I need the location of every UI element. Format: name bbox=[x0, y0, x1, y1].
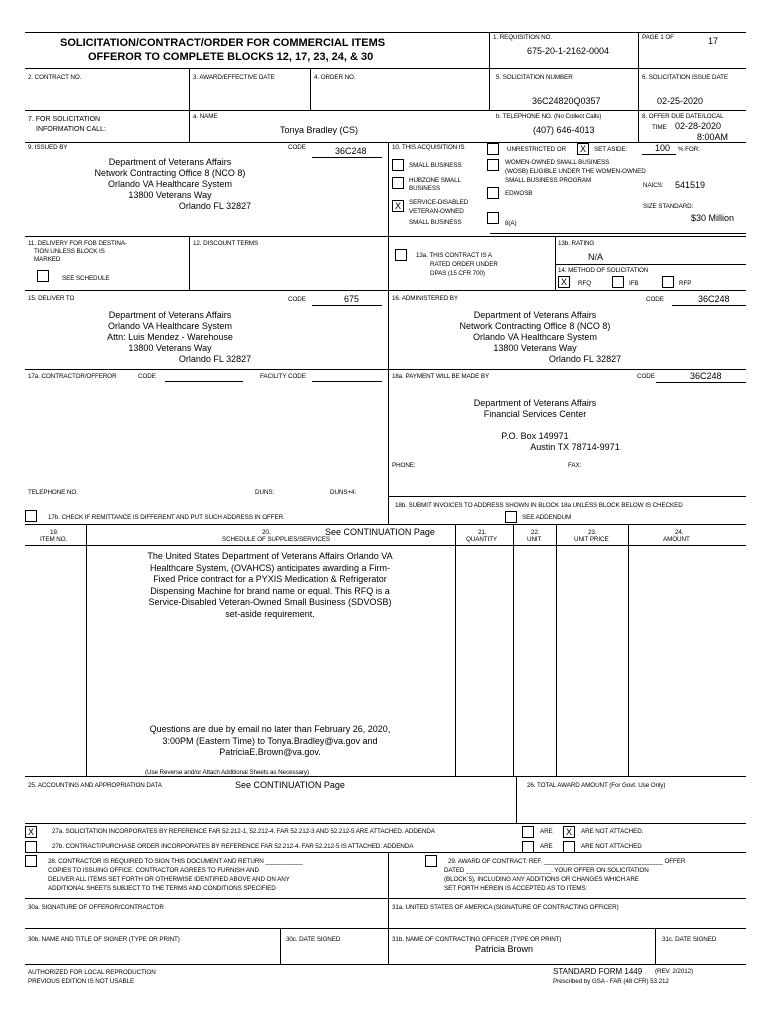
set-aside-label: SET ASIDE: bbox=[594, 146, 628, 153]
29-line-3: (BLOCK 5), INCLUDING ANY ADDITIONS OR CHANGES WHICH ARE bbox=[444, 876, 639, 883]
method-label: 14. METHOD OF SOLICITATION bbox=[558, 267, 649, 274]
description-line: Healthcare System, (OVAHCS) anticipates awarding a Firm- bbox=[150, 562, 390, 573]
contracting-officer-signature-label: 31a. UNITED STATES OF AMERICA (SIGNATURE OF CONTRACTING OFFICER) bbox=[392, 904, 619, 911]
naics-code: 541519 bbox=[675, 180, 706, 190]
27b-are-not-checkbox[interactable] bbox=[563, 841, 575, 853]
rated-order-label-3: DPAS (15 CFR 700) bbox=[430, 270, 485, 277]
payment-address bbox=[420, 398, 650, 453]
solicitation-number-label: 5. SOLICITATION NUMBER bbox=[496, 74, 573, 81]
see-schedule-label: SEE SCHEDULE bbox=[62, 275, 110, 282]
code-underline bbox=[165, 381, 243, 382]
address-line: Orlando FL 32827 bbox=[548, 354, 622, 364]
address-line: Orlando VA Healthcare System bbox=[108, 321, 232, 331]
offeror-signature-label: 30a. SIGNATURE OF OFFEROR/CONTRACTOR bbox=[28, 904, 164, 911]
percent-for-label: % FOR: bbox=[678, 146, 700, 153]
rfq-label: RFQ bbox=[578, 280, 591, 287]
rule-v bbox=[513, 524, 514, 776]
offeror-date-label: 30c. DATE SIGNED bbox=[286, 936, 341, 943]
ifb-label: IFB bbox=[629, 280, 639, 287]
address-line: Attn: Luis Mendez - Warehouse bbox=[107, 332, 233, 342]
27b-checkbox[interactable] bbox=[25, 841, 37, 853]
wosb-label-2: (WOSB) ELIGIBLE UNDER THE WOMEN-OWNED bbox=[505, 168, 646, 175]
offer-due-time: 8:00AM bbox=[697, 132, 729, 142]
discount-terms-label: 12. DISCOUNT TERMS bbox=[193, 240, 259, 247]
col-schedule: SCHEDULE OF SUPPLIES/SERVICES bbox=[222, 536, 330, 543]
rule-v bbox=[189, 236, 190, 290]
footer-revision: (REV. 2/2012) bbox=[655, 968, 694, 975]
payment-fax-label: FAX: bbox=[568, 462, 582, 469]
address-line: Network Contracting Office 8 (NCO 8) bbox=[459, 321, 611, 331]
officer-date-label: 31c. DATE SIGNED bbox=[662, 936, 717, 943]
col-amount-num: 24. bbox=[675, 529, 684, 536]
percent-underline bbox=[642, 154, 676, 155]
rating-value: N/A bbox=[588, 252, 604, 262]
rule-v bbox=[388, 142, 389, 524]
28-line-4: ADDITIONAL SHEETS SUBJECT TO THE TERMS AND CONDITIONS SPECIFIED bbox=[48, 885, 276, 892]
hubzone-checkbox[interactable] bbox=[392, 177, 404, 189]
unrestricted-label: UNRESTRICTED OR bbox=[507, 146, 567, 153]
rfp-checkbox[interactable] bbox=[662, 276, 674, 288]
issue-date: 02-25-2020 bbox=[657, 96, 704, 106]
rule-v bbox=[455, 524, 456, 776]
address-line: Department of Veterans Affairs bbox=[473, 398, 597, 408]
28-line-3: DELIVER ALL ITEMS SET FORTH OR OTHERWISE IDENTIFIED ABOVE AND ON ANY bbox=[48, 876, 290, 883]
29-line-2: DATED _________________________. YOUR OFFER ON SOLICITATION bbox=[444, 867, 649, 874]
telephone-no-label: TELEPHONE NO. bbox=[28, 489, 78, 496]
address-line: Orlando VA Healthcare System bbox=[473, 332, 597, 342]
delivery-fob-label-2: TION UNLESS BLOCK IS bbox=[34, 248, 105, 255]
description-line: Fixed Price contract for a PYXIS Medication & Refrigerator bbox=[153, 574, 387, 584]
rule bbox=[25, 898, 746, 899]
form-subtitle: OFFEROR TO COMPLETE BLOCKS 12, 17, 23, 24, & 30 bbox=[88, 51, 374, 63]
hubzone-label: HUBZONE SMALL bbox=[409, 177, 461, 184]
accounting-value: See CONTINUATION Page bbox=[235, 780, 345, 790]
requisition-label: 1. REQUISITION NO. bbox=[493, 34, 553, 41]
col-quantity: QUANTITY bbox=[466, 536, 498, 543]
address-line: 13800 Veterans Way bbox=[493, 343, 577, 353]
sdvosb-checkbox[interactable]: X bbox=[392, 200, 404, 212]
delivery-fob-label-3: MARKED bbox=[34, 256, 61, 263]
payment-label: 18a. PAYMENT WILL BE MADE BY bbox=[392, 373, 490, 380]
address-line: 13800 Veterans Way bbox=[128, 190, 212, 200]
telephone-number: (407) 646-4013 bbox=[533, 125, 595, 135]
sdvosb-label-2: VETERAN-OWNED bbox=[409, 208, 464, 215]
28-line-1: 28. CONTRACTOR IS REQUIRED TO SIGN THIS DOCUMENT AND RETURN ___________ bbox=[48, 858, 303, 865]
rule-v bbox=[388, 852, 389, 964]
set-aside-percent: 100 bbox=[655, 143, 671, 153]
rfp-label: RFP bbox=[679, 280, 692, 287]
page-label: PAGE 1 OF bbox=[642, 34, 674, 41]
deliver-to-label: 15. DELIVER TO bbox=[28, 295, 75, 302]
address-line: Department of Veterans Affairs bbox=[473, 310, 597, 320]
issued-by-address bbox=[60, 157, 280, 212]
rule bbox=[25, 369, 746, 370]
rule bbox=[388, 496, 746, 497]
rfq-checkbox[interactable]: X bbox=[558, 276, 570, 288]
address-line: Orlando VA Healthcare System bbox=[108, 179, 232, 189]
issued-by-label: 9. ISSUED BY bbox=[28, 144, 68, 151]
delivery-fob-label: 11. DELIVERY FOR FOB DESTINA- bbox=[28, 240, 127, 247]
remittance-checkbox[interactable] bbox=[25, 510, 37, 522]
27b-are-label: ARE bbox=[540, 843, 553, 850]
order-no-label: 4. ORDER NO. bbox=[314, 74, 356, 81]
payment-phone-label: PHONE: bbox=[392, 462, 416, 469]
requisition-number: 675-20-1-2162-0004 bbox=[527, 46, 610, 56]
rule bbox=[25, 823, 746, 824]
wosb-label: WOMEN-OWNED SMALL BUSINESS bbox=[505, 159, 610, 166]
footer-prescribed: Prescribed by GSA - FAR (48 CFR) 53.212 bbox=[553, 978, 669, 985]
accounting-label: 25. ACCOUNTING AND APPROPRIATION DATA bbox=[28, 782, 162, 789]
info-call-label: 7. FOR SOLICITATION bbox=[28, 116, 101, 123]
col-amount: AMOUNT bbox=[663, 536, 690, 543]
issued-by-code: 36C248 bbox=[335, 146, 367, 156]
29-line-1: 29. AWARD OF CONTRACT: REF. ___________________________________ OFFER bbox=[448, 858, 686, 865]
col-unit: UNIT bbox=[527, 536, 542, 543]
28-checkbox[interactable] bbox=[25, 855, 37, 867]
edwosb-checkbox[interactable] bbox=[487, 187, 499, 199]
rule-v bbox=[310, 68, 311, 110]
contract-no-label: 2. CONTRACT NO. bbox=[28, 74, 82, 81]
deliver-to-code: 675 bbox=[344, 294, 360, 304]
address-line: Financial Services Center bbox=[483, 409, 587, 419]
rule-v bbox=[556, 524, 557, 776]
rule bbox=[25, 142, 746, 143]
address-line: Network Contracting Office 8 (NCO 8) bbox=[94, 168, 246, 178]
code-underline bbox=[312, 305, 382, 306]
footer-previous-edition: PREVIOUS EDITION IS NOT USABLE bbox=[28, 978, 135, 985]
size-standard-value: $30 Million bbox=[691, 213, 735, 223]
rule-v bbox=[489, 32, 490, 110]
set-aside-checkbox[interactable]: X bbox=[577, 143, 589, 155]
rule-v bbox=[189, 68, 190, 142]
small-business-checkbox[interactable] bbox=[392, 159, 404, 171]
rule-v bbox=[516, 776, 517, 823]
col-unit-price-num: 23. bbox=[588, 529, 597, 536]
wosb-label-3: SMALL BUSINESS PROGRAM bbox=[505, 177, 592, 184]
contracting-officer-name-label: 31b. NAME OF CONTRACTING OFFICER (TYPE OR PRINT) bbox=[392, 936, 562, 943]
wosb-checkbox[interactable] bbox=[487, 159, 499, 171]
administered-by-address bbox=[420, 310, 650, 365]
deliver-to-address bbox=[60, 310, 280, 365]
administered-by-code-label: CODE bbox=[646, 296, 664, 303]
see-addendum-label: SEE ADDENDUM bbox=[522, 514, 572, 521]
solicitation-number: 36C24820Q0357 bbox=[532, 96, 601, 106]
description-line: The United States Department of Veterans Affairs Orlando VA bbox=[147, 551, 393, 561]
27a-are-label: ARE bbox=[540, 828, 553, 835]
27a-text: 27a. SOLICITATION INCORPORATES BY REFERENCE FAR 52.212-1, 52.212-4. FAR 52.212-3 AND 52.212-5 ARE ATTACHED. ADDENDA bbox=[52, 828, 435, 835]
form-title: SOLICITATION/CONTRACT/ORDER FOR COMMERCIAL ITEMS bbox=[60, 37, 386, 49]
code-underline bbox=[312, 157, 382, 158]
col-unit-num: 22. bbox=[531, 529, 540, 536]
rule-bottom bbox=[25, 964, 746, 965]
description-line: Dispensing Machine for brand name or equal. This RFQ is a bbox=[150, 585, 390, 596]
contracting-officer-name: Patricia Brown bbox=[475, 944, 534, 954]
27b-text: 27b. CONTRACT/PURCHASE ORDER INCORPORATES BY REFERENCE FAR 52.212-4. FAR 52.212-5 IS ATTACHED. ADDENDA bbox=[52, 843, 414, 850]
duns-label: DUNS: bbox=[255, 489, 275, 496]
edwosb-label: EDWOSB bbox=[505, 190, 533, 197]
col-schedule-num: 20. bbox=[262, 529, 271, 536]
duns4-label: DUNS+4: bbox=[330, 489, 357, 496]
rule bbox=[490, 233, 746, 234]
questions-note bbox=[100, 724, 440, 759]
rule-v bbox=[628, 524, 629, 776]
offer-due-label: 8. OFFER DUE DATE/LOCAL bbox=[642, 113, 724, 120]
29-line-4: SET FORTH HEREIN IS ACCEPTED AS TO ITEMS: bbox=[444, 885, 588, 892]
questions-line: 3:00PM (Eastern Time) to Tonya.Bradley@va.gov and bbox=[162, 735, 378, 746]
name-label: a. NAME bbox=[193, 113, 218, 120]
rated-order-label-2: RATED ORDER UNDER bbox=[430, 261, 498, 268]
rule bbox=[25, 776, 746, 777]
administered-by-label: 16. ADMINISTERED BY bbox=[392, 295, 458, 302]
address-line: P.O. Box 149971 bbox=[501, 431, 569, 441]
rule bbox=[25, 290, 746, 291]
8a-label: 8(A) bbox=[505, 220, 517, 227]
questions-line: Questions are due by email no later than February 26, 2020, bbox=[149, 724, 391, 734]
contact-name: Tonya Bradley (CS) bbox=[280, 125, 359, 135]
info-call-label-2: INFORMATION CALL: bbox=[36, 126, 106, 133]
rule bbox=[25, 545, 746, 546]
rule bbox=[555, 264, 746, 265]
rule-v bbox=[86, 524, 87, 776]
rule-v bbox=[638, 32, 639, 142]
address-line: Austin TX 78714-9971 bbox=[530, 442, 620, 452]
description-line: Service-Disabled Veteran-Owned Small Business (SDVOSB) bbox=[148, 597, 392, 607]
see-schedule-checkbox[interactable] bbox=[37, 270, 49, 282]
signer-name-label: 30b. NAME AND TITLE OF SIGNER (TYPE OR PRINT) bbox=[28, 936, 180, 943]
acquisition-label: 10. THIS ACQUISITION IS bbox=[392, 144, 465, 151]
telephone-label: b. TELEPHONE NO. (No Collect Calls) bbox=[496, 113, 602, 120]
address-line: Orlando FL 32827 bbox=[178, 354, 252, 364]
code-underline bbox=[312, 381, 382, 382]
sdvosb-label: SERVICE-DISABLED bbox=[409, 199, 469, 206]
rating-label: 13b. RATING bbox=[558, 240, 595, 247]
8a-checkbox[interactable] bbox=[487, 212, 499, 224]
offer-due-date: 02-28-2020 bbox=[675, 121, 722, 131]
remittance-label: 17b. CHECK IF REMITTANCE IS DIFFERENT AND PUT SUCH ADDRESS IN OFFER bbox=[48, 514, 284, 521]
col-item-no: ITEM NO. bbox=[40, 536, 68, 543]
col-item-no-num: 19. bbox=[50, 529, 59, 536]
address-line: Orlando FL 32827 bbox=[178, 201, 252, 211]
payment-code: 36C248 bbox=[690, 371, 722, 381]
small-business-label: SMALL BUSINESS bbox=[409, 162, 462, 169]
offer-due-time-label: TIME bbox=[652, 124, 667, 131]
address-line: Department of Veterans Affairs bbox=[108, 157, 232, 167]
issued-by-code-label: CODE bbox=[288, 144, 306, 151]
facility-code-label: FACILITY CODE bbox=[260, 373, 306, 380]
footer-reproduction: AUTHORIZED FOR LOCAL REPRODUCTION bbox=[28, 969, 156, 976]
deliver-to-code-label: CODE bbox=[288, 296, 306, 303]
administered-by-code: 36C248 bbox=[698, 294, 730, 304]
rule-v bbox=[555, 236, 556, 290]
rated-order-label: 13a. THIS CONTRACT IS A bbox=[416, 252, 492, 259]
29-checkbox[interactable] bbox=[425, 855, 437, 867]
page-total: 17 bbox=[708, 36, 719, 46]
rule-v bbox=[280, 928, 281, 964]
rule bbox=[25, 236, 746, 237]
see-addendum-checkbox[interactable] bbox=[505, 511, 517, 523]
27b-are-not-label: ARE NOT ATTACHED bbox=[581, 843, 642, 850]
description-line: set-aside requirement. bbox=[225, 608, 315, 619]
27a-are-checkbox[interactable] bbox=[522, 826, 534, 838]
contractor-label: 17a. CONTRACTOR/OFFEROR bbox=[28, 373, 117, 380]
28-line-2: COPIES TO ISSUING OFFICE. CONTRACTOR AGREES TO FURNISH AND bbox=[48, 867, 259, 874]
27a-are-not-label: ARE NOT ATTACHED. bbox=[581, 828, 644, 835]
col-quantity-num: 21. bbox=[478, 529, 487, 536]
footer-form-name: STANDARD FORM 1449 bbox=[553, 967, 643, 976]
issue-date-label: 6. SOLICITATION ISSUE DATE bbox=[642, 74, 728, 81]
address-line bbox=[420, 420, 650, 431]
size-standard-label: SIZE STANDARD: bbox=[643, 203, 694, 210]
27a-checkbox[interactable]: X bbox=[25, 826, 37, 838]
total-award-label: 26. TOTAL AWARD AMOUNT (For Govt. Use Only) bbox=[527, 782, 666, 789]
reverse-sheets-note: (Use Reverse and/or Attach Additional Sheets as Necessary) bbox=[145, 769, 309, 776]
rule-v bbox=[655, 928, 656, 964]
contractor-code-label: CODE bbox=[138, 373, 156, 380]
rule bbox=[25, 852, 746, 853]
address-line: 13800 Veterans Way bbox=[128, 343, 212, 353]
rated-order-checkbox[interactable] bbox=[395, 249, 407, 261]
code-underline bbox=[656, 382, 746, 383]
code-underline bbox=[672, 305, 746, 306]
rule bbox=[25, 524, 746, 525]
submit-invoices-label: 18b. SUBMIT INVOICES TO ADDRESS SHOWN IN BLOCK 18a UNLESS BLOCK BELOW IS CHECKED bbox=[395, 502, 683, 509]
address-line: Department of Veterans Affairs bbox=[108, 310, 232, 320]
col-unit-price: UNIT PRICE bbox=[574, 536, 609, 543]
unrestricted-checkbox[interactable] bbox=[487, 143, 499, 155]
award-date-label: 3. AWARD/EFFECTIVE DATE bbox=[193, 74, 275, 81]
27b-are-checkbox[interactable] bbox=[522, 841, 534, 853]
ifb-checkbox[interactable] bbox=[612, 276, 624, 288]
naics-label: NAICS: bbox=[643, 182, 664, 189]
continuation-page-note: See CONTINUATION Page bbox=[325, 527, 435, 537]
schedule-description bbox=[100, 551, 440, 620]
sdvosb-label-3: SMALL BUSINESS bbox=[409, 219, 462, 226]
payment-code-label: CODE bbox=[637, 373, 655, 380]
questions-line: PatriciaE.Brown@va.gov. bbox=[219, 747, 321, 757]
rule bbox=[25, 928, 746, 929]
hubzone-label-2: BUSINESS bbox=[409, 185, 441, 192]
27a-are-not-checkbox[interactable]: X bbox=[563, 826, 575, 838]
